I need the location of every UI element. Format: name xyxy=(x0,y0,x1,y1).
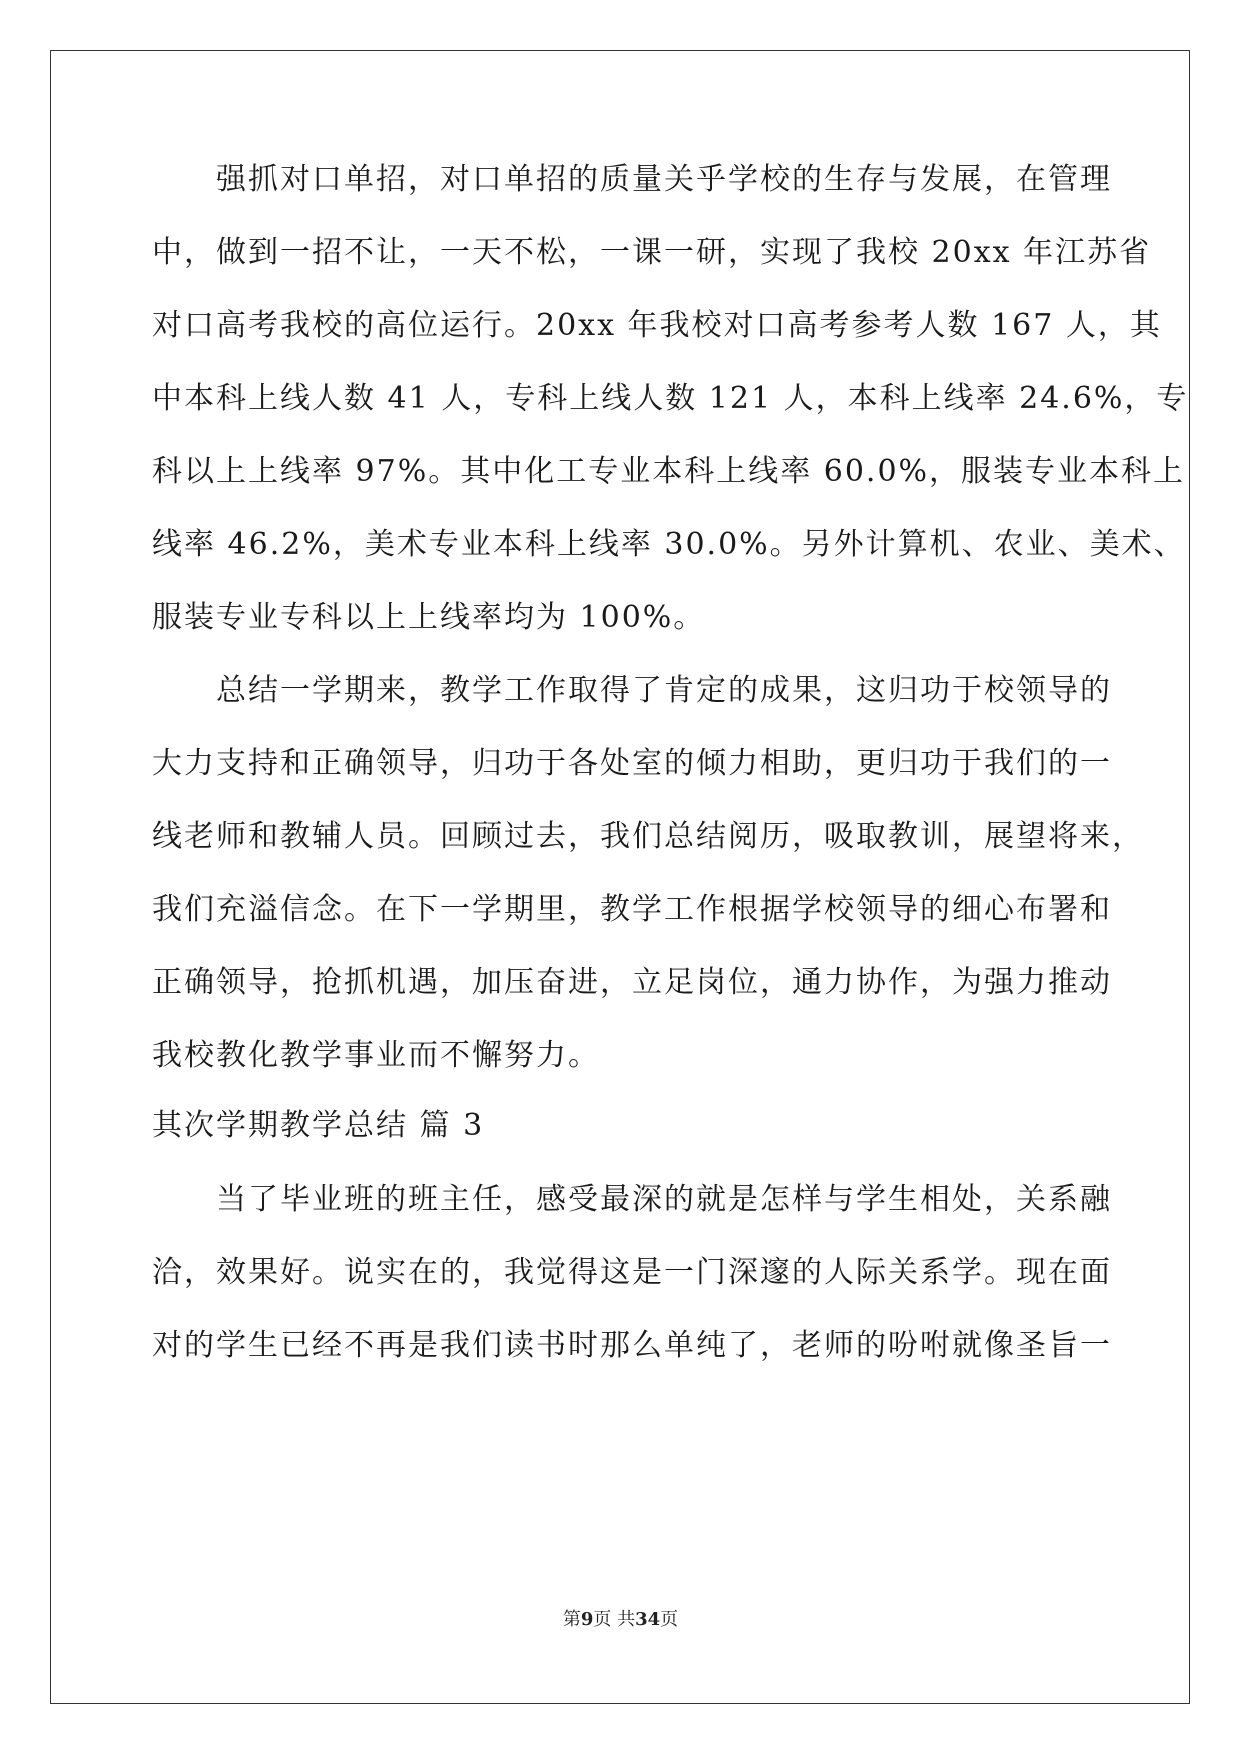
paragraph-2-line-3: 线老师和教辅人员。回顾过去，我们总结阅历，吸取教训，展望将来， xyxy=(152,819,1144,854)
paragraph-1-line-1: 强抓对口单招，对口单招的质量关乎学校的生存与发展，在管理 xyxy=(216,162,1112,197)
page-footer xyxy=(0,1608,1241,1632)
paragraph-2-line-1: 总结一学期来，教学工作取得了肯定的成果，这归功于校领导的 xyxy=(216,673,1112,708)
paragraph-2-line-6: 我校教化教学事业而不懈努力。 xyxy=(152,1038,600,1073)
total-page-count: 34 xyxy=(635,1609,661,1630)
footer-middle: 页 共 xyxy=(593,1609,636,1630)
paragraph-2-line-2: 大力支持和正确领导，归功于各处室的倾力相助，更归功于我们的一 xyxy=(152,746,1112,781)
paragraph-2-line-5: 正确领导，抢抓机遇，加压奋进，立足岗位，通力协作，为强力推动 xyxy=(152,965,1112,1000)
paragraph-3-line-2: 洽，效果好。说实在的，我觉得这是一门深邃的人际关系学。现在面 xyxy=(152,1255,1112,1290)
paragraph-3-line-1: 当了毕业班的班主任，感受最深的就是怎样与学生相处，关系融 xyxy=(216,1182,1112,1217)
paragraph-1-line-4: 中本科上线人数 41 人，专科上线人数 121 人，本科上线率 24.6%，专 xyxy=(152,381,1189,416)
paragraph-1-line-7: 服装专业专科以上上线率均为 100%。 xyxy=(152,600,706,635)
page-border xyxy=(50,50,1190,1704)
paragraph-1-line-6: 线率 46.2%，美术专业本科上线率 30.0%。另外计算机、农业、美术、 xyxy=(152,527,1186,562)
paragraph-1-line-2: 中，做到一招不让，一天不松，一课一研，实现了我校 20xx 年江苏省 xyxy=(152,235,1152,270)
current-page-number: 9 xyxy=(580,1609,594,1630)
paragraph-2-line-4: 我们充溢信念。在下一学期里，教学工作根据学校领导的细心布署和 xyxy=(152,892,1112,927)
section-heading: 其次学期教学总结 篇 3 xyxy=(152,1108,485,1143)
footer-suffix: 页 xyxy=(660,1609,679,1630)
paragraph-1-line-5: 科以上上线率 97%。其中化工专业本科上线率 60.0%，服装专业本科上 xyxy=(152,454,1186,489)
footer-prefix: 第 xyxy=(562,1609,581,1630)
paragraph-1-line-3: 对口高考我校的高位运行。20xx 年我校对口高考参考人数 167 人，其 xyxy=(152,308,1162,343)
paragraph-3-line-3: 对的学生已经不再是我们读书时那么单纯了，老师的吩咐就像圣旨一 xyxy=(152,1328,1112,1363)
